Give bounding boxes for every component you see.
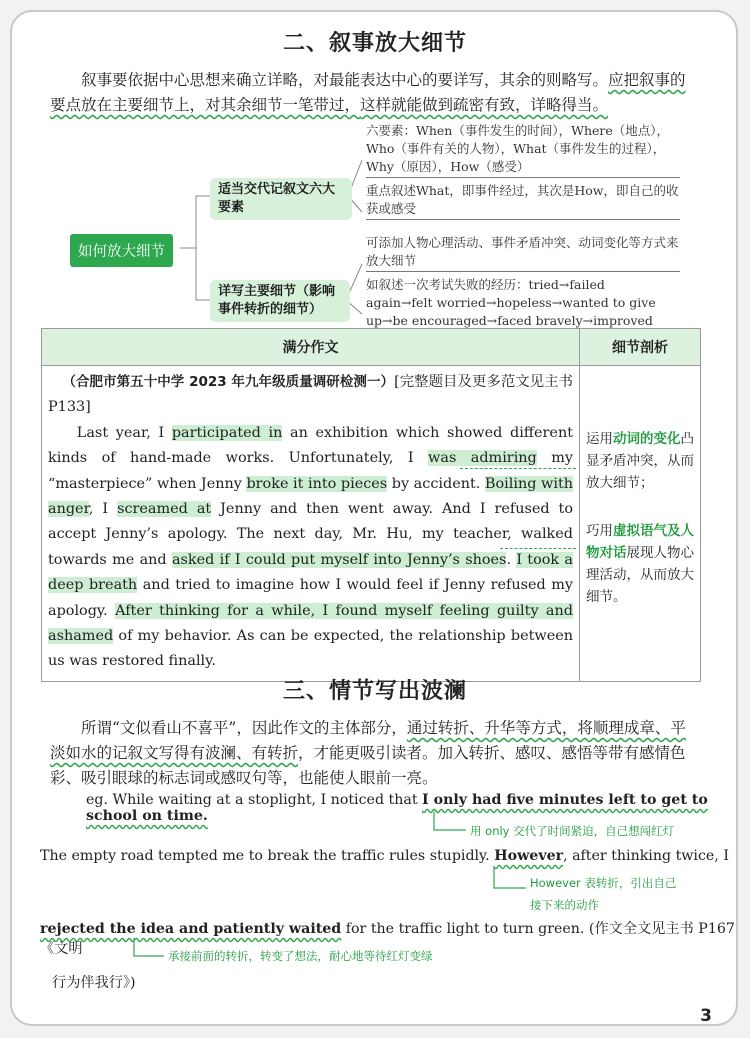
note-line: 接下来的动作	[530, 898, 599, 912]
section3-title: 三、情节写出波澜	[282, 679, 467, 704]
example-text: for the traffic light to turn green. (作文全文见主书 P167《文明	[40, 921, 735, 957]
note-rejected: 承接前面的转折，转变了想法，耐心地等待红灯变绿	[168, 949, 433, 963]
note-line: However 表转折，引出自己	[530, 876, 677, 890]
example-key: However	[494, 848, 564, 864]
analysis-key: 虚拟语气及人物对话	[586, 523, 694, 561]
essay-highlight: I took a deep breath	[48, 551, 574, 594]
essay-seg: and tried to imagine how I would feel if Jenny refused my apology.	[48, 577, 573, 619]
col-header-essay: 满分作文	[42, 329, 580, 366]
example-line-3: up→be encouraged→faced bravely→improved	[366, 313, 653, 328]
note-however	[530, 872, 676, 916]
col-header-analysis: 细节剖析	[580, 329, 701, 366]
example-text: The empty road tempted me to break the traffic rules stupidly.	[40, 848, 495, 864]
essay-seg: Last year, I	[76, 424, 172, 441]
analysis-key: 动词的变化	[613, 431, 681, 447]
intro-part-b: 应把叙事的要点放在主要细节上，对其余细节一笔带过，	[50, 71, 686, 114]
source-bold: （合肥市第五十中学 2023 年九年级质量调研检测一）	[62, 374, 395, 390]
essay-highlight: broke it into pieces	[246, 475, 388, 492]
intro-part-a: 叙事要依据中心思想来确立详略，对最能表达中心的要详写，其余的则略写。	[81, 71, 609, 89]
mindmap-branch-six-elements: 适当交代记叙文六大要素	[210, 178, 352, 220]
essay-highlight: asked if I could put myself into Jenny’s shoes	[171, 551, 507, 568]
example-text: , after thinking twice, I	[563, 848, 729, 864]
essay-seg: an exhibition which showed different kinds of hand-made works. Unfortunately, I	[48, 424, 573, 467]
essay-highlight: After thinking for a while, I found myself feeling guilty and ashamed	[48, 602, 573, 645]
analysis-text: 展现人物心理活动，从而放大细节。	[586, 545, 694, 605]
essay-seg: .	[506, 551, 517, 568]
page-number: 3	[700, 1006, 712, 1026]
essay-seg: , I	[88, 501, 118, 518]
essay-seg: my “masterpiece” when Jenny	[48, 450, 573, 492]
intro-part-c: 这样就能做到疏密有致，详略得当。	[360, 96, 609, 114]
intro-part-c: ，才能更吸引读者。加入转折、感叹、感悟等带有感情色彩、吸引眼球的标志词或感叹句等，也能使人眼前一亮。	[50, 744, 686, 787]
essay-highlight: screamed at	[117, 501, 212, 518]
essay-seg: of my behavior. As can be expected, the relationship between us was restored finally.	[48, 628, 573, 670]
example-text: eg. While waiting at a stoplight, I noticed that	[86, 792, 423, 808]
essay-seg: Jenny and then went away. And I refused to accept Jenny’s apology. The next day, Mr. Hu, my teacher, walked towards me and	[48, 501, 573, 568]
note-only: 用 only 交代了时间紧迫，自己想闯红灯	[470, 824, 675, 838]
analysis-text: 凸显矛盾冲突，从而放大细节；	[586, 431, 694, 491]
analysis-text: 巧用	[586, 523, 613, 539]
essay-highlight: Boiling with anger	[48, 475, 573, 518]
essay-seg: by accident.	[387, 475, 485, 492]
mindmap-branch-main-details: 详写主要细节（影响事件转折的细节）	[210, 280, 350, 322]
mindmap-leaf-methods: 可添加人物心理活动、事件矛盾冲突、动词变化等方式来放大细节	[366, 234, 680, 272]
example-line-2	[40, 848, 729, 864]
intro-part-b: 通过转折、升华等方式，将顺理成章、平淡如水的记叙文写得有波澜、有转折	[50, 719, 686, 762]
example-line-2: again→felt worried→hopeless→wanted to give	[366, 295, 656, 310]
intro-part-a: 所谓“文似看山不喜平”，因此作文的主体部分，	[81, 719, 407, 737]
example-line-1: 如叙述一次考试失败的经历：tried→failed	[366, 277, 605, 292]
essay-highlight: participated in	[171, 424, 283, 441]
mindmap-leaf-six-elements: 六要素：When（事件发生的时间），Where（地点），Who（事件有关的人物），What（事件发生的过程），Why（原因），How（感受）	[366, 122, 680, 178]
example-key: rejected the idea and patiently waited	[40, 921, 342, 937]
section2-title: 二、叙事放大细节	[282, 31, 467, 56]
source-rest: [完整题目及更多范文见主书 P133]	[48, 374, 573, 416]
essay-highlight: was admiring	[428, 450, 537, 467]
mindmap-root: 如何放大细节	[70, 234, 173, 267]
example-line-4: 行为伴我行》)	[52, 975, 136, 991]
example-key: I only had five minutes left to get to school on time.	[86, 792, 708, 824]
analysis-text: 运用	[586, 431, 613, 447]
mindmap-leaf-focus-what: 重点叙述What，即事件经过，其次是How，即自己的收获或感受	[366, 182, 680, 220]
